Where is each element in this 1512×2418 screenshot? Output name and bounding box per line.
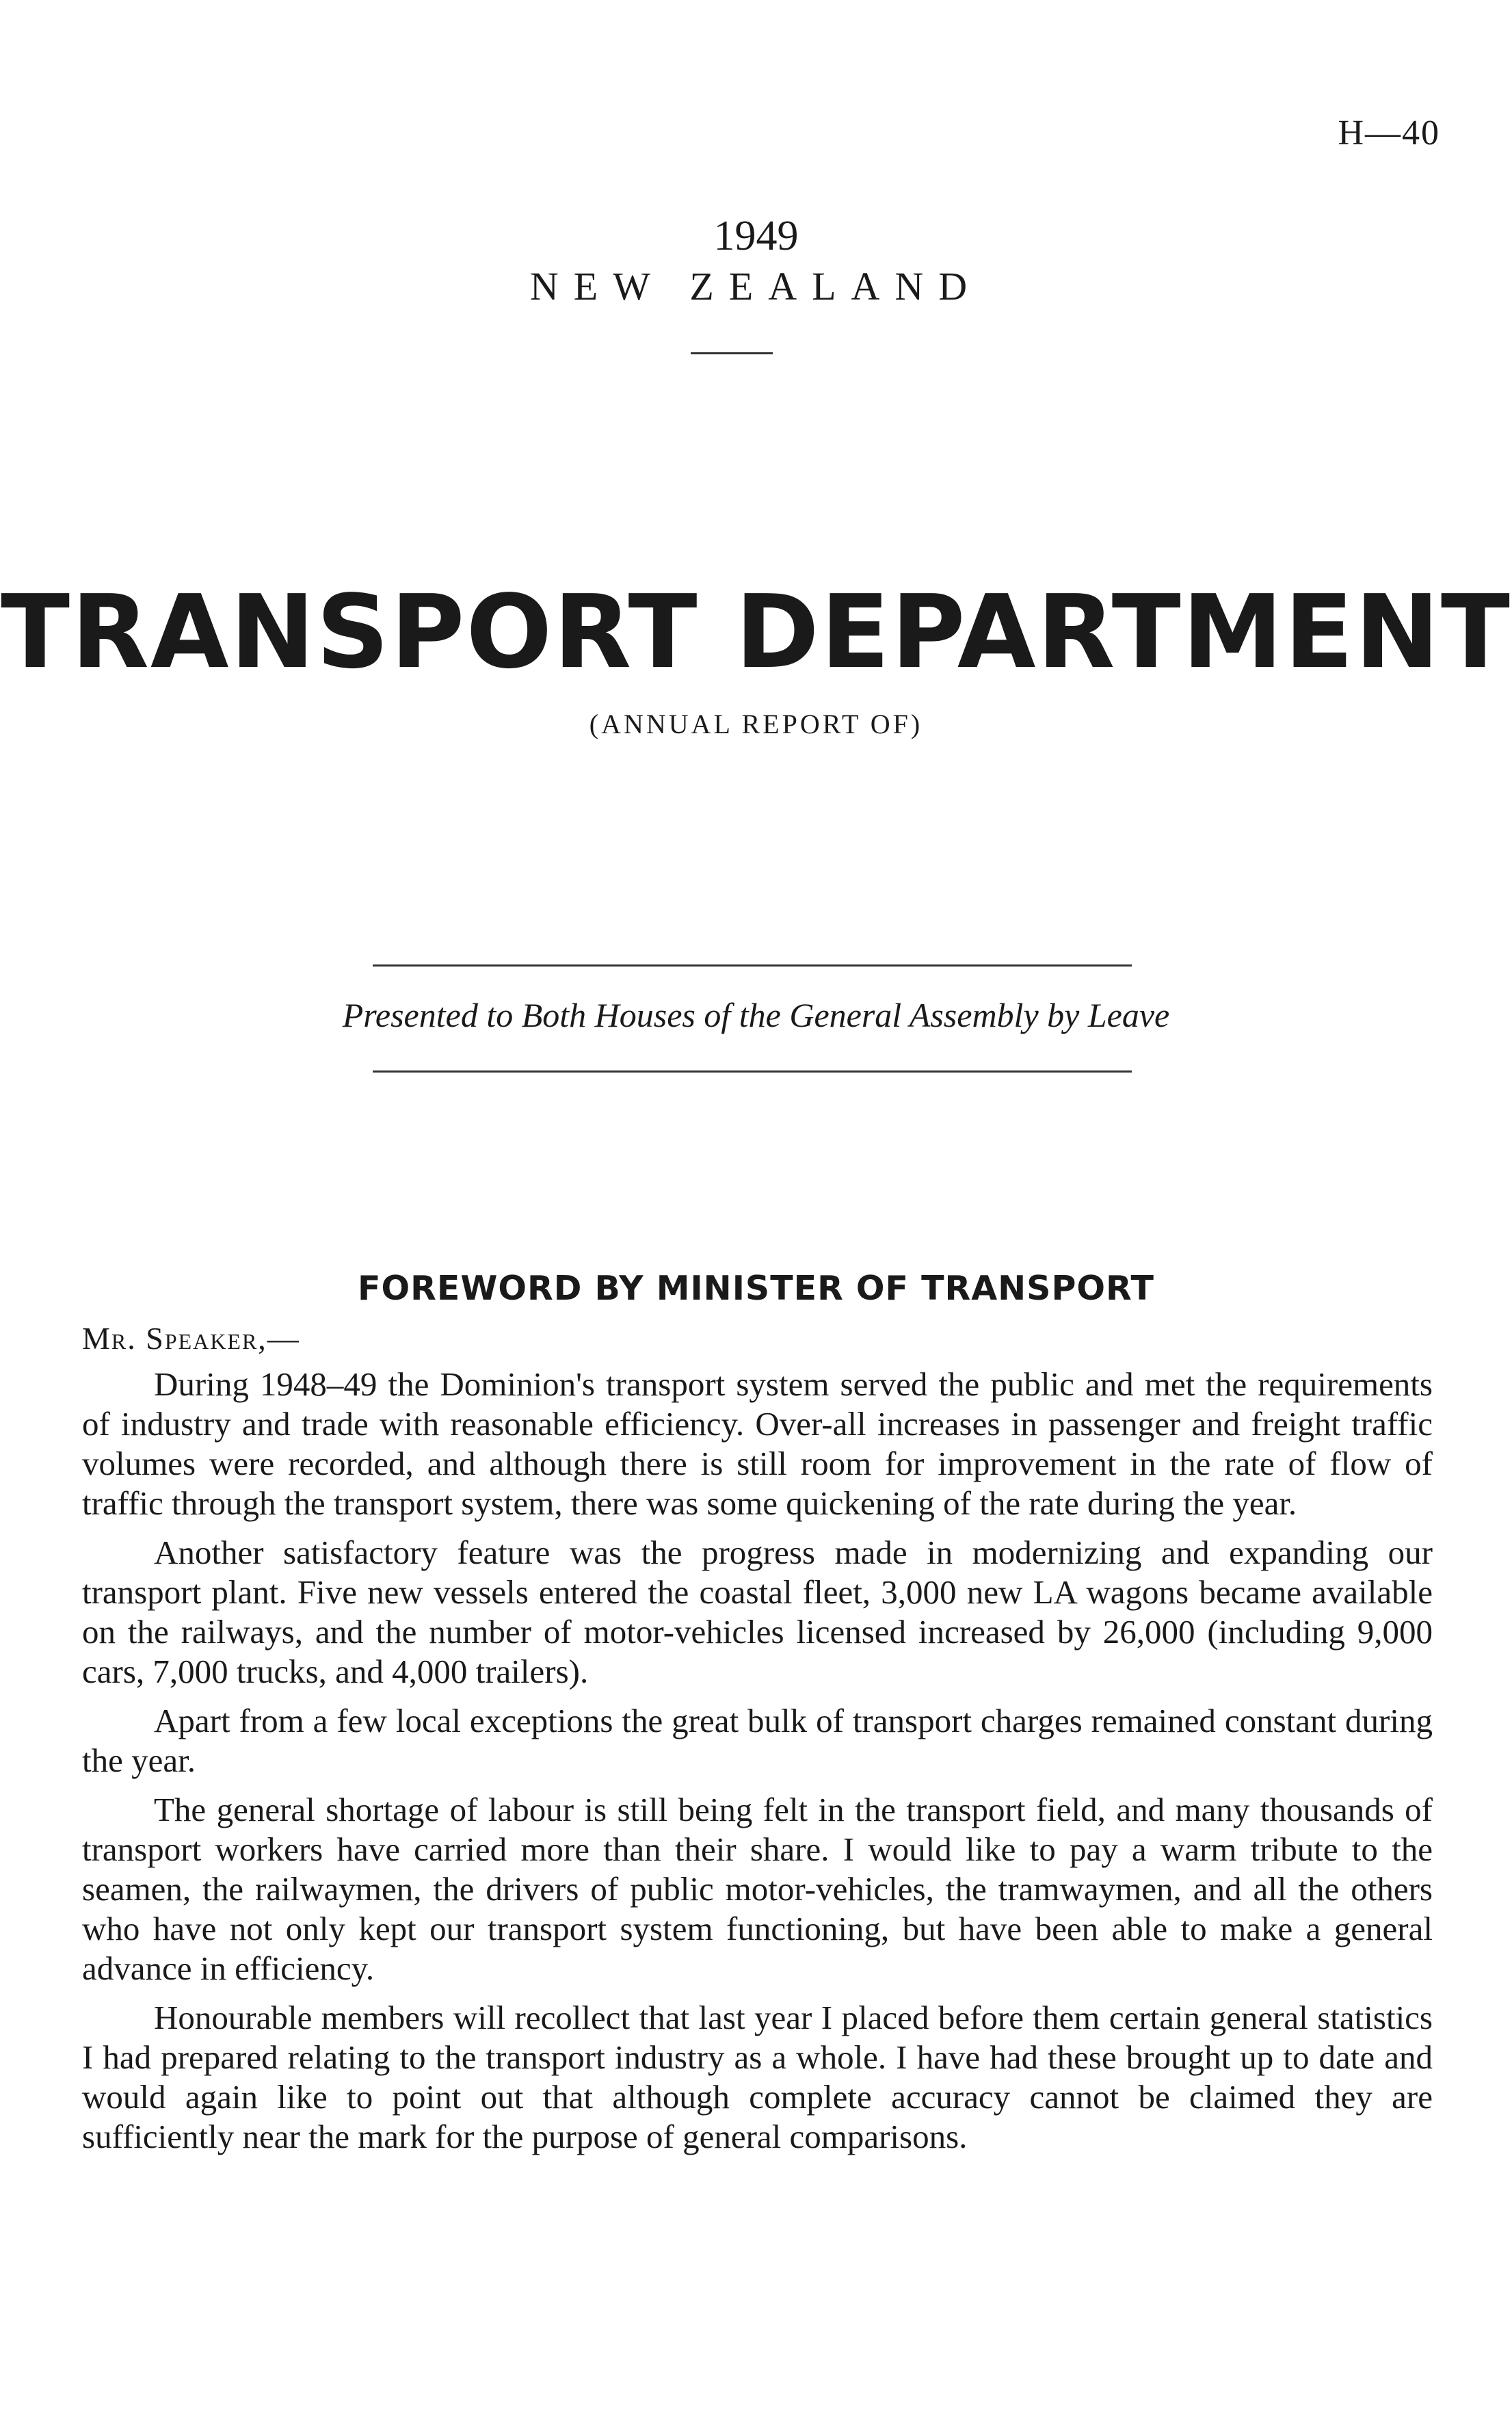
paragraph: Honourable members will recollect that last year I placed before them certain general statistics I had prepared relating to the transport industry as a whole. I have had these brought up to date and would again like to point out that although complete accuracy cannot be claimed they are sufficiently near the mark for the purpose of general comparisons.	[82, 1999, 1433, 2155]
report-year: 1949	[713, 213, 799, 259]
page-title: TRANSPORT DEPARTMENT	[1, 573, 1511, 691]
foreword-body	[82, 1365, 1433, 2166]
page-reference: H—40	[1338, 114, 1440, 153]
divider	[691, 352, 773, 354]
paragraph: Apart from a few local exceptions the great bulk of transport charges remained constant during the year.	[82, 1702, 1433, 1779]
paragraph: During 1948–49 the Dominion's transport system served the public and met the requirements of industry and trade with reasonable efficiency. Over-all increases in passenger and freight traffic volumes were recorded, and although there is still room for improvement in the rate of flow of traffic through the transport system, there was some quickening of the rate during the year.	[82, 1365, 1433, 1522]
divider	[373, 964, 1132, 967]
foreword-heading: FOREWORD BY MINISTER OF TRANSPORT	[357, 1269, 1154, 1308]
presented-line: Presented to Both Houses of the General Assembly by Leave	[342, 996, 1170, 1034]
country-name: NEW ZEALAND	[529, 264, 983, 308]
salutation: Mr. Speaker,—	[82, 1321, 300, 1356]
page-subtitle: (ANNUAL REPORT OF)	[589, 709, 923, 739]
paragraph: The general shortage of labour is still being felt in the transport field, and many thousands of transport workers have carried more than their share. I would like to pay a warm tribute to the seamen, the railwaymen, the drivers of public motor-vehicles, the tramwaymen, and all the others who have not only kept our transport system functioning, but have been able to make a general advance in efficiency.	[82, 1791, 1433, 1987]
paragraph: Another satisfactory feature was the progress made in modernizing and expanding our transport plant. Five new vessels entered the coastal fleet, 3,000 new LA wagons became available on the railways, and the number of motor-vehicles licensed increased by 26,000 (including 9,000 cars, 7,000 trucks, and 4,000 trailers).	[82, 1534, 1433, 1690]
divider	[373, 1070, 1132, 1073]
